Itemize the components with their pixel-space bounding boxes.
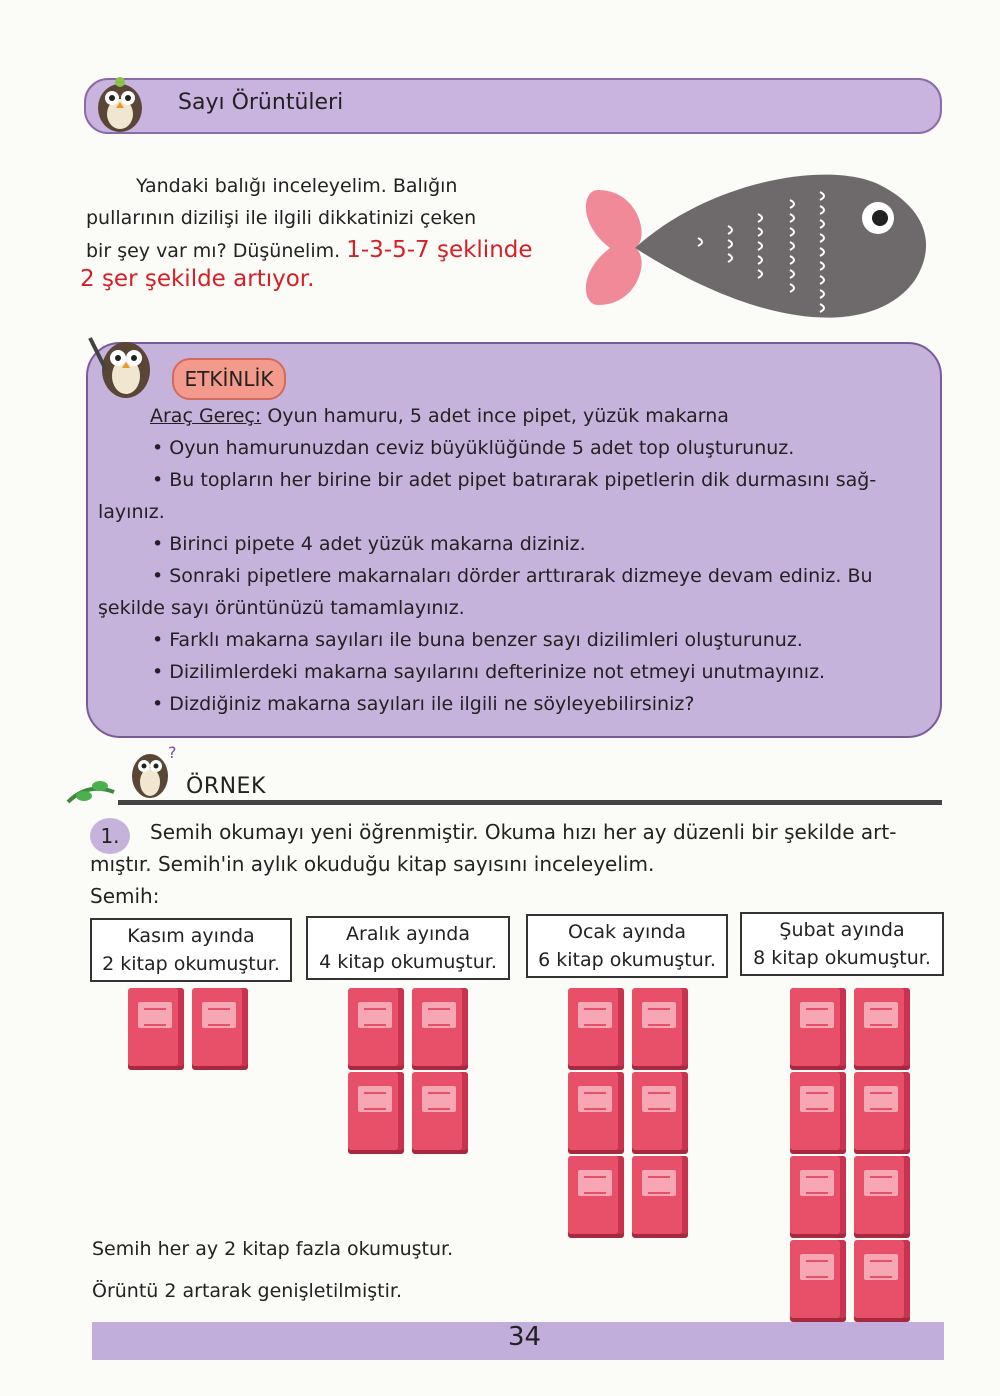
book-icon bbox=[790, 1072, 846, 1150]
example-line: mıştır. Semih'in aylık okuduğu kitap sayısını inceleyelim. bbox=[90, 852, 655, 876]
intro-text bbox=[86, 170, 556, 267]
intro-line: Yandaki balığı inceleyelim. Balığın bbox=[136, 175, 458, 197]
book-icon bbox=[854, 1156, 910, 1234]
activity-text bbox=[98, 400, 928, 720]
page-title: Sayı Örüntüleri bbox=[178, 90, 344, 115]
book-icon bbox=[568, 1156, 624, 1234]
intro-line: pullarının dizilişi ile ilgili dikkatinizi çeken bbox=[86, 207, 477, 229]
book-icon bbox=[128, 988, 184, 1066]
activity-bullet-cont: şekilde sayı örüntünüzü tamamlayınız. bbox=[98, 597, 465, 619]
activity-badge: ETKİNLİK bbox=[172, 358, 286, 400]
month-box-subat bbox=[740, 912, 944, 976]
month-title: Kasım ayında bbox=[127, 925, 255, 947]
example-text bbox=[90, 816, 942, 912]
month-title: Şubat ayında bbox=[779, 919, 905, 941]
activity-bullet-cont: layınız. bbox=[98, 501, 165, 523]
month-box-ocak bbox=[526, 914, 728, 978]
month-box-aralik bbox=[306, 916, 510, 980]
fish-body-icon bbox=[635, 175, 926, 318]
owl-icon bbox=[84, 76, 154, 134]
question-number: 1. bbox=[90, 818, 130, 854]
fish-illustration bbox=[580, 160, 940, 335]
materials-label: Araç Gereç: bbox=[150, 405, 262, 427]
activity-bullet: • Farklı makarna sayıları ile buna benzer sayı dizilimleri oluşturunuz. bbox=[152, 629, 803, 651]
activity-bullet: • Dizilimlerdeki makarna sayılarını defterinize not etmeyi unutmayınız. bbox=[152, 661, 826, 683]
book-icon bbox=[854, 1240, 910, 1318]
book-icon bbox=[412, 1072, 468, 1150]
month-count: 8 kitap okumuştur. bbox=[753, 947, 931, 969]
example-label: ÖRNEK bbox=[186, 774, 266, 799]
book-icon bbox=[348, 988, 404, 1066]
book-icon bbox=[192, 988, 248, 1066]
month-box-kasim bbox=[90, 918, 292, 982]
book-icon bbox=[790, 1240, 846, 1318]
book-icon bbox=[632, 1072, 688, 1150]
activity-bullet: • Bu topların her birine bir adet pipet batırarak pipetlerin dik durmasını sağ- bbox=[152, 469, 877, 491]
page-number: 34 bbox=[508, 1322, 542, 1352]
book-icon bbox=[412, 988, 468, 1066]
book-icon bbox=[790, 1156, 846, 1234]
summary-line: Semih her ay 2 kitap fazla okumuştur. bbox=[92, 1238, 454, 1260]
example-line: Semih okumayı yeni öğrenmiştir. Okuma hızı her ay düzenli bir şekilde art- bbox=[150, 820, 897, 844]
handwritten-answer: 2 şer şekilde artıyor. bbox=[80, 266, 315, 292]
activity-bullet: • Oyun hamurunuzdan ceviz büyüklüğünde 5 adet top oluşturunuz. bbox=[152, 437, 795, 459]
owl-teacher-icon bbox=[84, 330, 162, 406]
book-icon bbox=[632, 1156, 688, 1234]
month-count: 4 kitap okumuştur. bbox=[319, 951, 497, 973]
fish-tail-icon bbox=[586, 190, 642, 305]
book-icon bbox=[632, 988, 688, 1066]
month-title: Aralık ayında bbox=[346, 923, 470, 945]
book-icon bbox=[568, 988, 624, 1066]
activity-bullet: • Birinci pipete 4 adet yüzük makarna diziniz. bbox=[152, 533, 586, 555]
book-icon bbox=[854, 1072, 910, 1150]
handwritten-answer: 1-3-5-7 şeklinde bbox=[346, 237, 533, 263]
month-title: Ocak ayında bbox=[568, 921, 686, 943]
book-icon bbox=[568, 1072, 624, 1150]
book-icon bbox=[790, 988, 846, 1066]
activity-bullet: • Dizdiğiniz makarna sayıları ile ilgili ne söyleyebilirsiniz? bbox=[152, 693, 695, 715]
divider bbox=[118, 800, 942, 805]
svg-text:?: ? bbox=[168, 744, 177, 762]
month-count: 2 kitap okumuştur. bbox=[102, 953, 280, 975]
example-line: Semih: bbox=[90, 884, 160, 908]
book-icon bbox=[348, 1072, 404, 1150]
book-icon bbox=[854, 988, 910, 1066]
activity-bullet: • Sonraki pipetlere makarnaları dörder arttırarak dizmeye devam ediniz. Bu bbox=[152, 565, 873, 587]
summary-line: Örüntü 2 artarak genişletilmiştir. bbox=[92, 1280, 403, 1302]
month-count: 6 kitap okumuştur. bbox=[538, 949, 716, 971]
materials-list: Oyun hamuru, 5 adet ince pipet, yüzük makarna bbox=[267, 405, 729, 427]
intro-line: bir şey var mı? Düşünelim. bbox=[86, 240, 341, 262]
